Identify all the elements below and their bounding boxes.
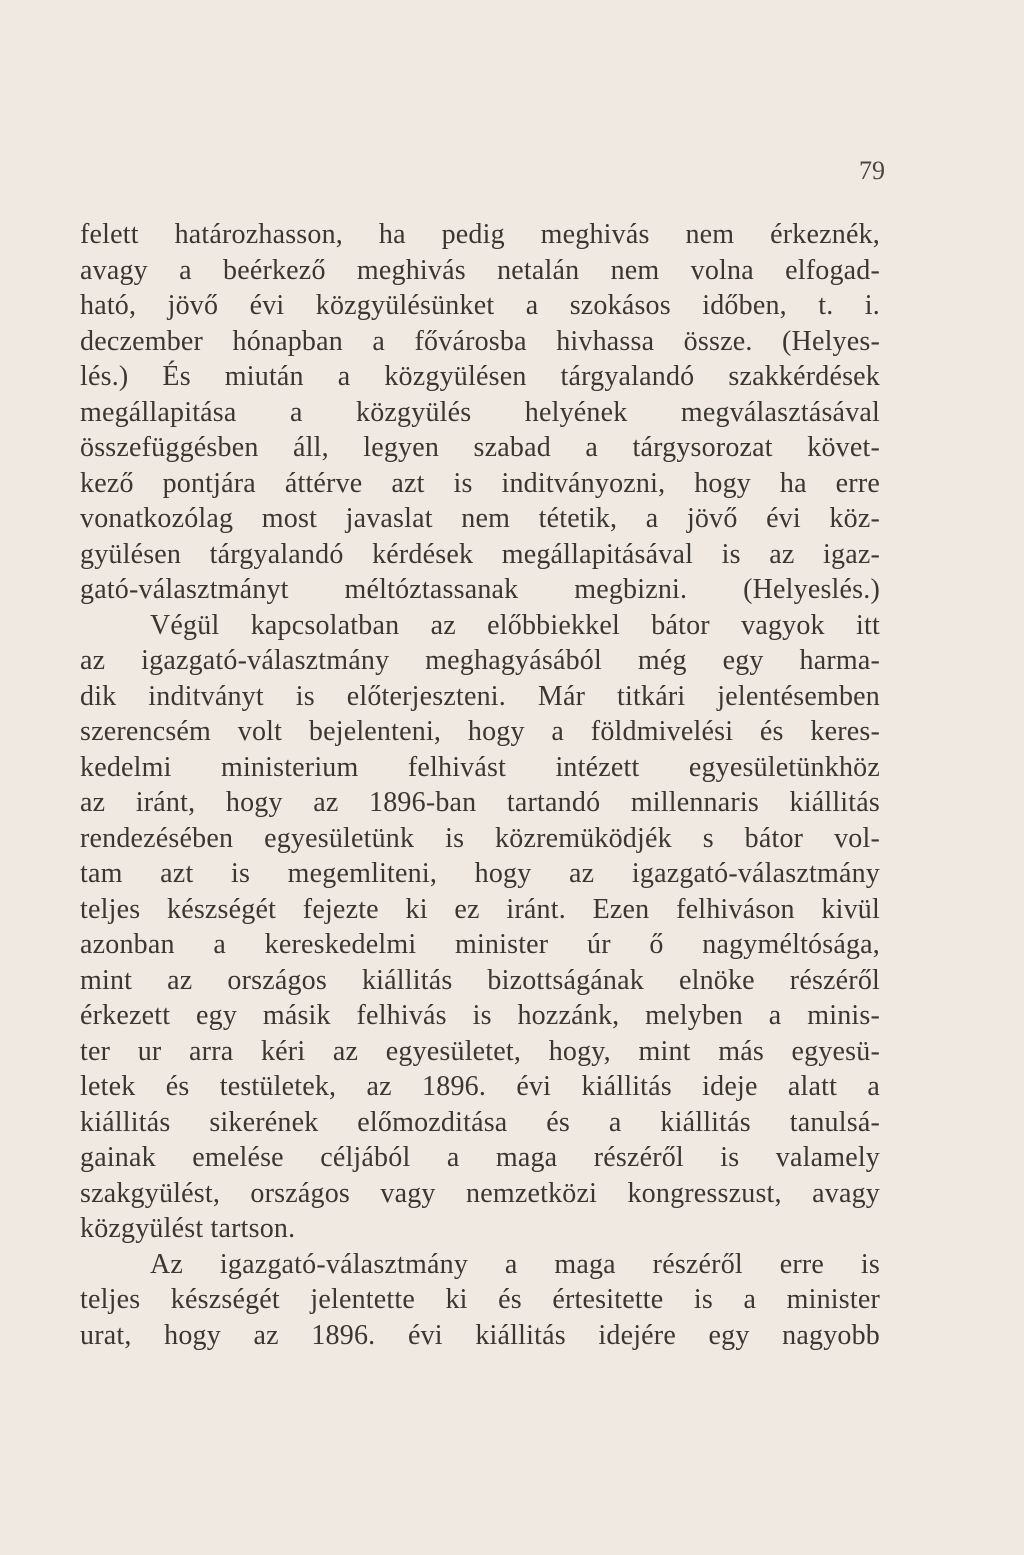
text-line: rendezésében egyesületünk is közremüködjék s bátor vol- (80, 822, 880, 854)
page-number: 79 (859, 156, 885, 185)
text-line: gainak emelése céljából a maga részéről is valamely (80, 1142, 880, 1173)
text-line: mint az országos kiállitás bizottságának elnöke részéről (80, 964, 880, 996)
text-line: teljes készségét jelentette ki és értesitette is a minister (80, 1284, 880, 1315)
text-line: közgyülést tartson. (80, 1213, 296, 1244)
text-line: összefüggésben áll, legyen szabad a tárgysorozat követ- (80, 432, 880, 463)
text-line: gató-választmányt méltóztassanak megbizni. (Helyeslés.) (80, 574, 880, 605)
text-line: az igazgató-választmány meghagyásából még egy harma- (80, 645, 880, 676)
text-line: dik inditványt is előterjeszteni. Már titkári jelentésemben (80, 680, 880, 712)
text-line: megállapitása a közgyülés helyének megválasztásával (80, 396, 880, 428)
text-line: azonban a kereskedelmi minister úr ő nagyméltósága, (80, 929, 880, 960)
body-text (80, 217, 880, 1353)
text-line: kiállitás sikerének előmozditása és a kiállitás tanulsá- (80, 1106, 880, 1138)
text-line: Végül kapcsolatban az előbbiekkel bátor vagyok itt (150, 609, 880, 641)
text-line: kedelmi ministerium felhivást intézett egyesületünkhöz (80, 751, 880, 783)
text-line: ter ur arra kéri az egyesületet, hogy, mint más egyesü- (80, 1035, 880, 1067)
text-line: letek és testületek, az 1896. évi kiállitás ideje alatt a (80, 1071, 880, 1102)
text-line: ható, jövő évi közgyülésünket a szokásos időben, t. i. (80, 290, 880, 321)
text-line: urat, hogy az 1896. évi kiállitás idejére egy nagyobb (80, 1319, 880, 1351)
text-line: felett határozhasson, ha pedig meghivás nem érkeznék, (80, 219, 880, 250)
text-line: teljes készségét fejezte ki ez iránt. Ezen felhiváson kivül (80, 893, 880, 925)
text-line: deczember hónapban a fővárosba hivhassa össze. (Helyes- (80, 325, 880, 357)
text-line: szerencsém volt bejelenteni, hogy a földmivelési és keres- (80, 716, 880, 747)
text-line: Az igazgató-választmány a maga részéről erre is (150, 1248, 880, 1280)
text-line: szakgyülést, országos vagy nemzetközi kongresszust, avagy (80, 1177, 880, 1209)
text-line: tam azt is megemliteni, hogy az igazgató-választmány (80, 858, 880, 889)
text-line: érkezett egy másik felhivás is hozzánk, melyben a minis- (80, 1000, 880, 1031)
text-line: avagy a beérkező meghivás netalán nem volna elfogad- (80, 254, 880, 286)
text-line: vonatkozólag most javaslat nem tétetik, a jövő évi köz- (80, 503, 880, 534)
text-line: kező pontjára áttérve azt is inditványozni, hogy ha erre (80, 467, 880, 499)
text-line: lés.) És miután a közgyülésen tárgyalandó szakkérdések (80, 361, 880, 392)
text-line: gyülésen tárgyalandó kérdések megállapitásával is az igaz- (80, 538, 880, 570)
text-line: az iránt, hogy az 1896-ban tartandó millennaris kiállitás (80, 787, 880, 818)
